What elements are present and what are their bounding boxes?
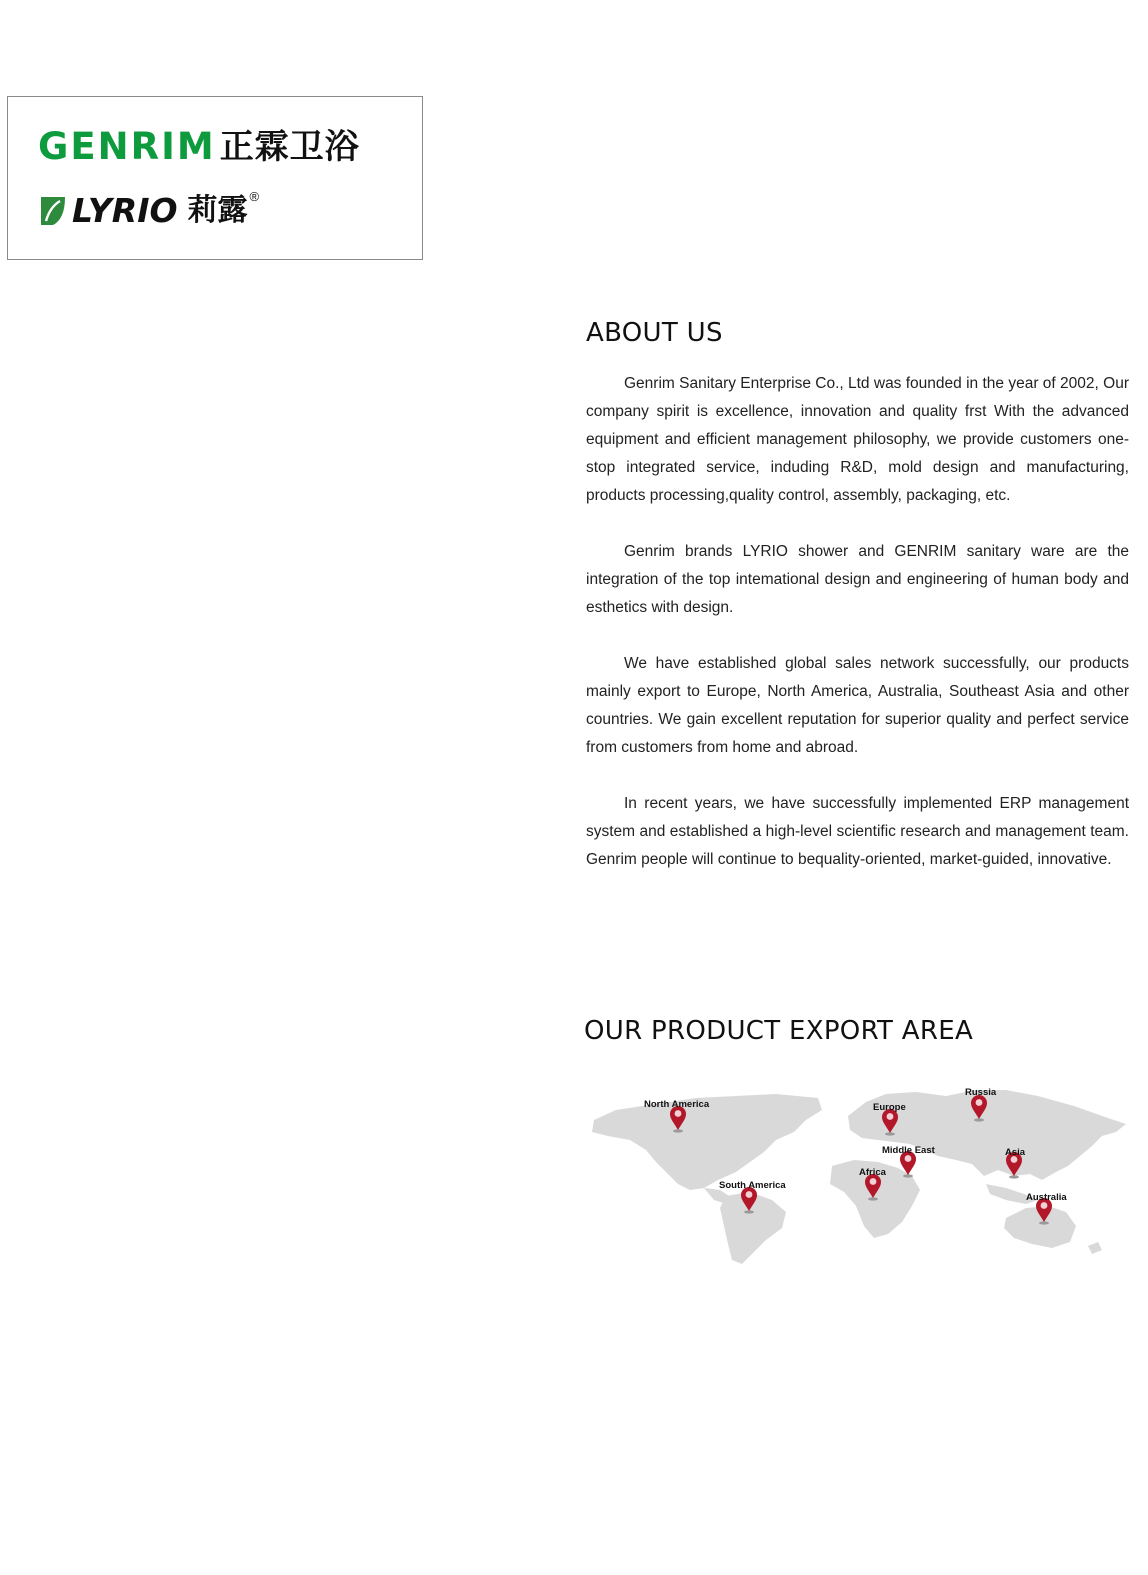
about-us-text: [586, 370, 1129, 902]
lyrio-wordmark: LYRIO: [72, 191, 178, 230]
lyrio-logo: [38, 191, 259, 231]
registered-mark: ®: [249, 189, 260, 204]
label-asia: Asia: [1005, 1147, 1026, 1158]
label-europe: Europe: [873, 1102, 906, 1113]
lyrio-leaf-icon: [38, 195, 68, 227]
export-area-title: OUR PRODUCT EXPORT AREA: [584, 1016, 974, 1046]
label-south-america: South America: [719, 1180, 786, 1191]
about-paragraph-3: We have established global sales network successfully, our products mainly export to Europe, North America, Australia, Southeast Asia and other countries. We gain excellent reputation for superior quality and perfect service from customers from home and abroad.: [586, 655, 1129, 756]
world-map-svg: [586, 1080, 1131, 1270]
brand-logo-box: [7, 96, 423, 260]
about-paragraph-2: Genrim brands LYRIO shower and GENRIM sanitary ware are the integration of the top intemational design and engineering of human body and esthetics with design.: [586, 543, 1129, 616]
about-us-title: ABOUT US: [586, 318, 723, 348]
label-australia: Australia: [1026, 1192, 1067, 1203]
label-middle-east: Middle East: [882, 1145, 935, 1156]
label-north-america: North America: [644, 1099, 710, 1110]
lyrio-chinese-name: 莉露: [187, 193, 248, 228]
genrim-chinese-name: 正霖卫浴: [219, 127, 360, 167]
label-africa: Africa: [859, 1167, 886, 1178]
genrim-logo: [38, 125, 360, 169]
label-russia: Russia: [965, 1087, 997, 1098]
about-paragraph-4: In recent years, we have successfully implemented ERP management system and established a high-level scientific research and management team. Genrim people will continue to bequality-oriented, market-guided, innovative.: [586, 795, 1129, 868]
genrim-wordmark: GENRIM: [38, 125, 216, 168]
world-export-map: [586, 1080, 1131, 1270]
about-paragraph-1: Genrim Sanitary Enterprise Co., Ltd was founded in the year of 2002, Our company spirit is excellence, innovation and quality frst With the advanced equipment and efficient management philosophy, we provide customers one-stop integrated service, induding R&D, mold design and manufacturing, products processing,quality control, assembly, packaging, etc.: [586, 375, 1129, 504]
